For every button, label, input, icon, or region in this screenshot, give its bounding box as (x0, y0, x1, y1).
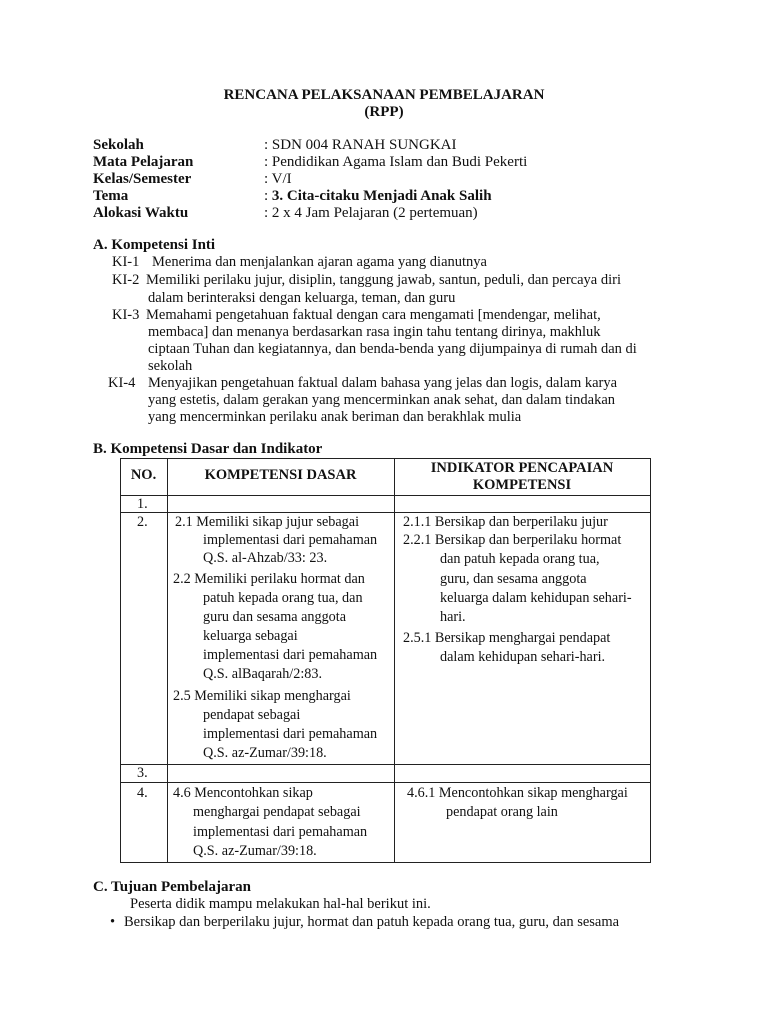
indicator-text: 2.1.1 Bersikap dan berperilaku jujur (403, 514, 608, 530)
subject-value: : Pendidikan Agama Islam dan Budi Pekerti (264, 154, 528, 170)
row-number: 1. (137, 496, 148, 512)
table-border-right (650, 458, 651, 863)
kd-text: Q.S. az-Zumar/39:18. (193, 843, 317, 859)
ki4-code: KI-4 (108, 375, 136, 391)
ki3-line: Memahami pengetahuan faktual dengan cara mengamati [mendengar, melihat, (146, 307, 601, 323)
indicator-text: guru, dan sesama anggota (440, 571, 587, 587)
kd-text: guru dan sesama anggota (203, 609, 347, 625)
kd-text: implementasi dari pemahaman (203, 647, 378, 663)
section-a-heading: A. Kompetensi Inti (93, 237, 216, 253)
ki4-line: yang mencerminkan perilaku anak beriman dan berakhlak mulia (148, 409, 522, 425)
indicator-text: hari. (440, 609, 466, 625)
ki4-line: yang estetis, dalam gerakan yang mencerminkan anak sehat, dan dalam tindakan (148, 392, 616, 408)
kd-text: 2.2 Memiliki perilaku hormat dan (173, 571, 365, 587)
kd-text: implementasi dari pemahaman (193, 824, 368, 840)
theme-label: Tema (93, 188, 129, 204)
indicator-text: 2.5.1 Bersikap menghargai pendapat (403, 630, 611, 646)
school-value: : SDN 004 RANAH SUNGKAI (264, 137, 457, 153)
ki3-code: KI-3 (112, 307, 140, 323)
objective-item: Bersikap dan berperilaku jujur, hormat dan patuh kepada orang tua, guru, dan sesama (124, 914, 620, 930)
indicator-text: 4.6.1 Mencontohkan sikap menghargai (407, 785, 628, 801)
kd-text: 2.1 Memiliki sikap jujur sebagai (175, 514, 360, 530)
bullet-icon: • (110, 914, 116, 930)
kd-text: Q.S. al-Ahzab/33: 23. (203, 550, 328, 566)
kd-text: implementasi dari pemahaman (203, 726, 378, 742)
ki2-code: KI-2 (112, 272, 140, 288)
theme-value (264, 188, 492, 205)
table-col-divider (394, 458, 395, 863)
section-b-heading: B. Kompetensi Dasar dan Indikator (93, 441, 323, 457)
row-number: 3. (137, 765, 148, 781)
section-c-heading: C. Tujuan Pembelajaran (93, 879, 251, 895)
table-header-indicator: KOMPETENSI (472, 477, 572, 493)
ki3-line: membaca] dan menanya berdasarkan rasa ingin tahu tentang dirinya, makhluk (148, 324, 601, 340)
document-title: RENCANA PELAKSANAAN PEMBELAJARAN (223, 87, 545, 103)
kd-text: menghargai pendapat sebagai (193, 804, 361, 820)
time-allocation-value: : 2 x 4 Jam Pelajaran (2 pertemuan) (264, 205, 478, 221)
row-number: 2. (137, 514, 148, 530)
table-border-top (120, 458, 650, 459)
ki1-line: Menerima dan menjalankan ajaran agama yang dianutnya (152, 254, 487, 270)
kd-text: 4.6 Mencontohkan sikap (173, 785, 313, 801)
subject-label: Mata Pelajaran (93, 154, 194, 170)
class-semester-label: Kelas/Semester (93, 171, 192, 187)
ki2-line: dalam berinteraksi dengan keluarga, teman, dan guru (148, 290, 456, 306)
table-row-divider (120, 764, 650, 765)
kd-text: patuh kepada orang tua, dan (203, 590, 363, 606)
ki2-line: Memiliki perilaku jujur, disiplin, tanggung jawab, santun, peduli, dan percaya diri (146, 272, 621, 288)
table-header-kd: KOMPETENSI DASAR (204, 467, 357, 483)
indicator-text: dalam kehidupan sehari-hari. (440, 649, 606, 665)
kd-text: Q.S. alBaqarah/2:83. (203, 666, 322, 682)
indicator-text: dan patuh kepada orang tua, (440, 551, 600, 567)
time-allocation-label: Alokasi Waktu (93, 205, 189, 221)
kd-text: implementasi dari pemahaman (203, 532, 378, 548)
kd-text: keluarga sebagai (203, 628, 298, 644)
table-border-bottom (120, 862, 650, 863)
theme-value-bold: 3. Cita-citaku Menjadi Anak Salih (271, 188, 492, 204)
school-label: Sekolah (93, 137, 144, 153)
ki3-line: ciptaan Tuhan dan kegiatannya, dan benda-benda yang dijumpainya di rumah dan di (148, 341, 637, 357)
table-col-divider (167, 458, 168, 863)
table-header-no: NO. (130, 467, 157, 483)
ki3-line: sekolah (148, 358, 193, 374)
theme-value-prefix: : (264, 188, 272, 204)
row-number: 4. (137, 785, 148, 801)
section-c-intro: Peserta didik mampu melakukan hal-hal berikut ini. (130, 896, 431, 912)
indicator-text: pendapat orang lain (446, 804, 558, 820)
table-border-left (120, 458, 121, 863)
kd-text: Q.S. az-Zumar/39:18. (203, 745, 327, 761)
class-semester-value: : V/I (264, 171, 292, 187)
kd-text: 2.5 Memiliki sikap menghargai (173, 688, 351, 704)
ki1-code: KI-1 (112, 254, 140, 270)
document-subtitle: (RPP) (364, 104, 404, 120)
indicator-text: 2.2.1 Bersikap dan berperilaku hormat (403, 532, 622, 548)
indicator-text: keluarga dalam kehidupan sehari- (440, 590, 632, 606)
table-header-indicator: INDIKATOR PENCAPAIAN (430, 460, 614, 476)
table-row-divider (120, 782, 650, 783)
table-row-divider (120, 495, 650, 496)
table-row-divider (120, 512, 650, 513)
ki4-line: Menyajikan pengetahuan faktual dalam bahasa yang jelas dan logis, dalam karya (148, 375, 618, 391)
kd-text: pendapat sebagai (203, 707, 301, 723)
